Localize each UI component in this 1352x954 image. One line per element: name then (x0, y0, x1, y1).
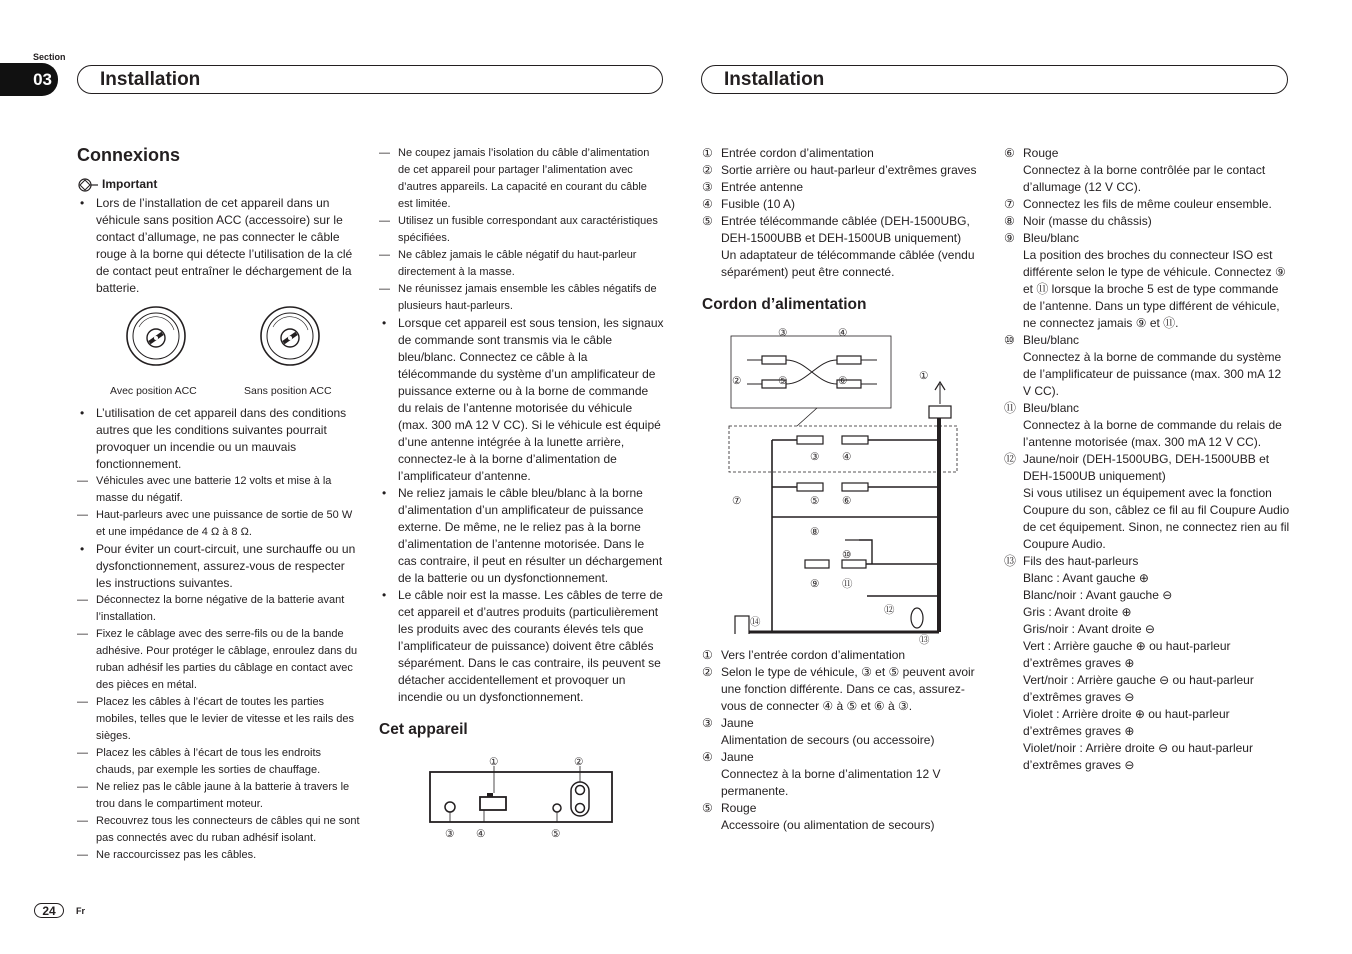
section-number-tab: 03 (0, 63, 58, 96)
list-item (1004, 196, 1290, 213)
item-number: ② (702, 665, 713, 679)
item-text: Bleu/blanc La position des broches du connecteur ISO est différente selon le type de véhicule. Connectez ⑨ et ⑪ lorsque la broche 5 est de type commande de l’antenne. Dans un type différent de véhicule, ne connectez jamais ⑨ et ⑪. (1023, 231, 1286, 330)
important-icon (77, 178, 99, 192)
diagram-label: ⑦ (732, 495, 742, 507)
diagram-label: ⑬ (919, 634, 930, 646)
dash-item: — Ne reliez pas le câble jaune à la batterie à travers le trou dans le compartiment moteur. (77, 779, 362, 813)
bullet-text: • Pour éviter un court-circuit, une surchauffe ou un dysfonctionnement, assurez-vous de respecter les instructions suivantes. (96, 542, 356, 590)
numbered-list-3 (1004, 145, 1290, 774)
diagram-label: ⑧ (810, 526, 820, 538)
diagram-label: ④ (838, 327, 848, 339)
column-4 (1004, 145, 1290, 774)
ignition-acc-icon (125, 305, 187, 367)
item-text: Entrée cordon d’alimentation (721, 146, 874, 160)
list-item (702, 145, 988, 162)
unit-label: ③ (445, 828, 455, 840)
unit-label: ② (574, 756, 584, 768)
diagram-label: ④ (842, 451, 852, 463)
dash-item: — Placez les câbles à l’écart de toutes les parties mobiles, telles que le levier de vitesse et les rails des sièges. (77, 694, 362, 745)
dash-item: — Déconnectez la borne négative de la batterie avant l’installation. (77, 592, 362, 626)
list-item (1004, 230, 1290, 332)
item-number: ⑧ (1004, 214, 1015, 228)
important-note (77, 176, 362, 193)
item-number: ⑤ (702, 214, 713, 228)
list-item (702, 647, 988, 664)
dash-item: — Placez les câbles à l’écart de tous les endroits chauds, par exemple les sorties de chauffage. (77, 745, 362, 779)
language-code: Fr (76, 906, 85, 916)
diagram-label: ⑭ (750, 616, 761, 628)
column-3 (702, 145, 988, 834)
numbered-list-2 (702, 647, 988, 834)
diagram-label: ③ (778, 327, 788, 339)
cet-appareil-title: Cet appareil (379, 721, 468, 738)
item-number: ① (702, 146, 713, 160)
ignition-figure (77, 301, 362, 401)
item-text: Entrée télécommande câblée (DEH-1500UBG, DEH-1500UBB et DEH-1500UB uniquement) Un adaptateur de télécommande câblée (vendu séparément) peut être connecté. (721, 214, 975, 279)
bullet-item: • Lorsque cet appareil est sous tension, les signaux de commande sont transmis via le câble bleu/blanc. Connectez ce câble à la télécommande du système d’un amplificateur de puissance externe ou à la borne de commande du relais de l’antenne motorisée du véhicule (max. 300 mA 12 V CC). Si le véhicule est équipé d’une antenne intégrée à la lunette arrière, connectez-le à la borne d’alimentation de l’amplificateur d’antenne. (379, 315, 664, 485)
unit-label: ⑤ (551, 828, 561, 840)
caption-without-acc: Sans position ACC (244, 385, 332, 397)
diagram-label: ⑥ (838, 375, 848, 387)
connexions-title: Connexions (77, 145, 181, 165)
list-item (1004, 145, 1290, 196)
diagram-label: ① (919, 370, 929, 382)
item-number: ⑪ (1004, 401, 1017, 415)
bullet-list-1 (77, 195, 362, 297)
right-header-title: Installation (724, 68, 825, 90)
item-text: Jaune Connectez à la borne d’alimentation 12 V permanente. (721, 750, 941, 798)
list-item (702, 715, 988, 749)
item-text: Sortie arrière ou haut-parleur d’extrêmes graves (721, 163, 977, 177)
section-label: Section (33, 52, 66, 62)
diagram-label: ⑩ (842, 549, 852, 561)
item-number: ③ (702, 716, 713, 730)
dash-item: — Ne coupez jamais l’isolation du câble d’alimentation de cet appareil pour partager l’alimentation avec d’autres appareils. La capacité en courant du câble est limitée. (379, 145, 664, 213)
unit-label: ① (489, 756, 499, 768)
dash-item: — Utilisez un fusible correspondant aux caractéristiques spécifiées. (379, 213, 664, 247)
diagram-label: ⑪ (842, 578, 853, 590)
item-number: ④ (702, 750, 713, 764)
numbered-list-1 (702, 145, 988, 281)
column-1 (77, 144, 362, 864)
unit-rear-panel (424, 758, 614, 828)
right-header-bar (701, 65, 1288, 94)
left-header-bar (77, 65, 663, 94)
list-item (702, 196, 988, 213)
diagram-label: ③ (810, 451, 820, 463)
unit-rear-diagram (379, 746, 664, 841)
list-item (702, 213, 988, 281)
list-item (1004, 553, 1290, 774)
list-item (1004, 213, 1290, 230)
item-number: ⑤ (702, 801, 713, 815)
dash-item: — Véhicules avec une batterie 12 volts et mise à la masse du négatif. (77, 473, 362, 507)
diagram-label: ② (732, 375, 742, 387)
important-label: Important (102, 177, 158, 191)
item-text: Jaune Alimentation de secours (ou accessoire) (721, 716, 935, 747)
item-text: Rouge Accessoire (ou alimentation de secours) (721, 801, 935, 832)
item-text: Bleu/blanc Connectez à la borne de commande du système de l’amplificateur de puissance (max. 300 mA 12 V CC). (1023, 333, 1282, 398)
list-item (1004, 400, 1290, 451)
item-text: Entrée antenne (721, 180, 804, 194)
diagram-label: ⑫ (884, 604, 895, 616)
item-number: ⑥ (1004, 146, 1015, 160)
diagram-label: ⑤ (810, 495, 820, 507)
item-text: Jaune/noir (DEH-1500UBG, DEH-1500UBB et DEH-1500UB uniquement) Si vous utilisez un équipement avec la fonction Coupure du son, câblez ce fil au fil Coupure Audio de cet équipement. Sinon, ne connectez rien au fil Coupure Audio. (1023, 452, 1290, 551)
item-text: Noir (masse du châssis) (1023, 214, 1152, 228)
page-number: 24 (34, 903, 64, 918)
item-text: Vers l’entrée cordon d’alimentation (721, 648, 906, 662)
item-text: Fils des haut-parleurs Blanc : Avant gauche ⊕ Blanc/noir : Avant gauche ⊖ Gris : Avant droite ⊕ Gris/noir : Avant droite ⊖ Vert : Arrière gauche ⊕ ou haut-parleur d’extrêmes graves ⊕ Vert/noir : Arrière gauche ⊖ ou haut-parleur d’extrêmes graves ⊖ Violet : Arrière droite ⊕ ou haut-parleur d’extrêmes graves ⊕ Violet/noir : Arrière droite ⊖ ou haut-parleur d’extrêmes graves ⊖ (1023, 554, 1254, 772)
bullet-text: • L’utilisation de cet appareil dans des conditions autres que les conditions suivantes pourrait provoquer un incendie ou un mauvais fonctionnement. (96, 406, 347, 471)
list-item (702, 800, 988, 834)
list-item (1004, 451, 1290, 553)
list-item (702, 179, 988, 196)
item-text: Selon le type de véhicule, ③ et ⑤ peuvent avoir une fonction différente. Dans ce cas, assurez-vous de connecter ④ à ⑤ et ⑥ à ③. (721, 665, 975, 713)
item-number: ⑦ (1004, 197, 1015, 211)
item-number: ④ (702, 197, 713, 211)
power-cord-diagram (702, 319, 988, 646)
dash-list (379, 145, 664, 315)
bullet-item: • Ne reliez jamais le câble bleu/blanc à la borne d’alimentation d’un amplificateur de puissance externe. De même, ne le reliez pas à la borne d’alimentation de l’antenne motorisée. Dans le cas contraire, il peut en résulter un déchargement de la batterie ou un dysfonctionnement. (379, 485, 664, 587)
ignition-no-acc-icon (259, 305, 321, 367)
item-number: ③ (702, 180, 713, 194)
bullet-list (379, 315, 664, 706)
caption-with-acc: Avec position ACC (110, 385, 197, 397)
column-2 (379, 145, 664, 841)
item-number: ⑫ (1004, 452, 1017, 466)
item-text: Bleu/blanc Connectez à la borne de commande du relais de l’antenne motorisée (max. 300 mA 12 V CC). (1023, 401, 1282, 449)
diagram-label: ⑥ (842, 495, 852, 507)
bullet-item (77, 405, 362, 541)
item-number: ① (702, 648, 713, 662)
bullet-list-2 (77, 405, 362, 864)
item-number: ⑬ (1004, 554, 1017, 568)
dash-item: — Recouvrez tous les connecteurs de câbles qui ne sont pas connectés avec du ruban adhésif isolant. (77, 813, 362, 847)
dash-list (77, 473, 362, 541)
diagram-label: ⑨ (810, 578, 820, 590)
bullet-item (77, 541, 362, 864)
list-item (702, 749, 988, 800)
diagram-label: ⑤ (778, 375, 788, 387)
dash-item: — Ne câblez jamais le câble négatif du haut-parleur directement à la masse. (379, 247, 664, 281)
bullet-item: • Lors de l’installation de cet appareil dans un véhicule sans position ACC (accessoire) sur le contact d’allumage, ne pas connecter le câble rouge à la borne qui détecte l’utilisation de la clé de contact peut entraîner le déchargement de la batterie. (77, 195, 362, 297)
item-number: ⑩ (1004, 333, 1015, 347)
item-text: Connectez les fils de même couleur ensemble. (1023, 197, 1272, 211)
dash-item: — Ne réunissez jamais ensemble les câbles négatifs de plusieurs haut-parleurs. (379, 281, 664, 315)
dash-list (77, 592, 362, 864)
dash-item: — Haut-parleurs avec une puissance de sortie de 50 W et une impédance de 4 Ω à 8 Ω. (77, 507, 362, 541)
bullet-item: • Le câble noir est la masse. Les câbles de terre de cet appareil et d’autres produits (particulièrement les produits avec des courants élevés tels que l’amplificateur de puissance) doivent être câblés séparément. Dans le cas contraire, ils peuvent se détacher accidentellement et provoquer un incendie ou un dysfonctionnement. (379, 587, 664, 706)
list-item (702, 162, 988, 179)
list-item (1004, 332, 1290, 400)
item-text: Fusible (10 A) (721, 197, 796, 211)
item-number: ② (702, 163, 713, 177)
left-header-title: Installation (100, 68, 201, 90)
item-text: Rouge Connectez à la borne contrôlée par le contact d’allumage (12 V CC). (1023, 146, 1266, 194)
item-number: ⑨ (1004, 231, 1015, 245)
dash-item: — Fixez le câblage avec des serre-fils ou de la bande adhésive. Pour protéger le câblage, enroulez dans du ruban adhésif les parties du câblage en contact avec des pièces en métal. (77, 626, 362, 694)
cordon-alimentation-title: Cordon d’alimentation (702, 296, 867, 313)
dash-item: — Ne raccourcissez pas les câbles. (77, 847, 362, 864)
list-item (702, 664, 988, 715)
unit-label: ④ (476, 828, 486, 840)
